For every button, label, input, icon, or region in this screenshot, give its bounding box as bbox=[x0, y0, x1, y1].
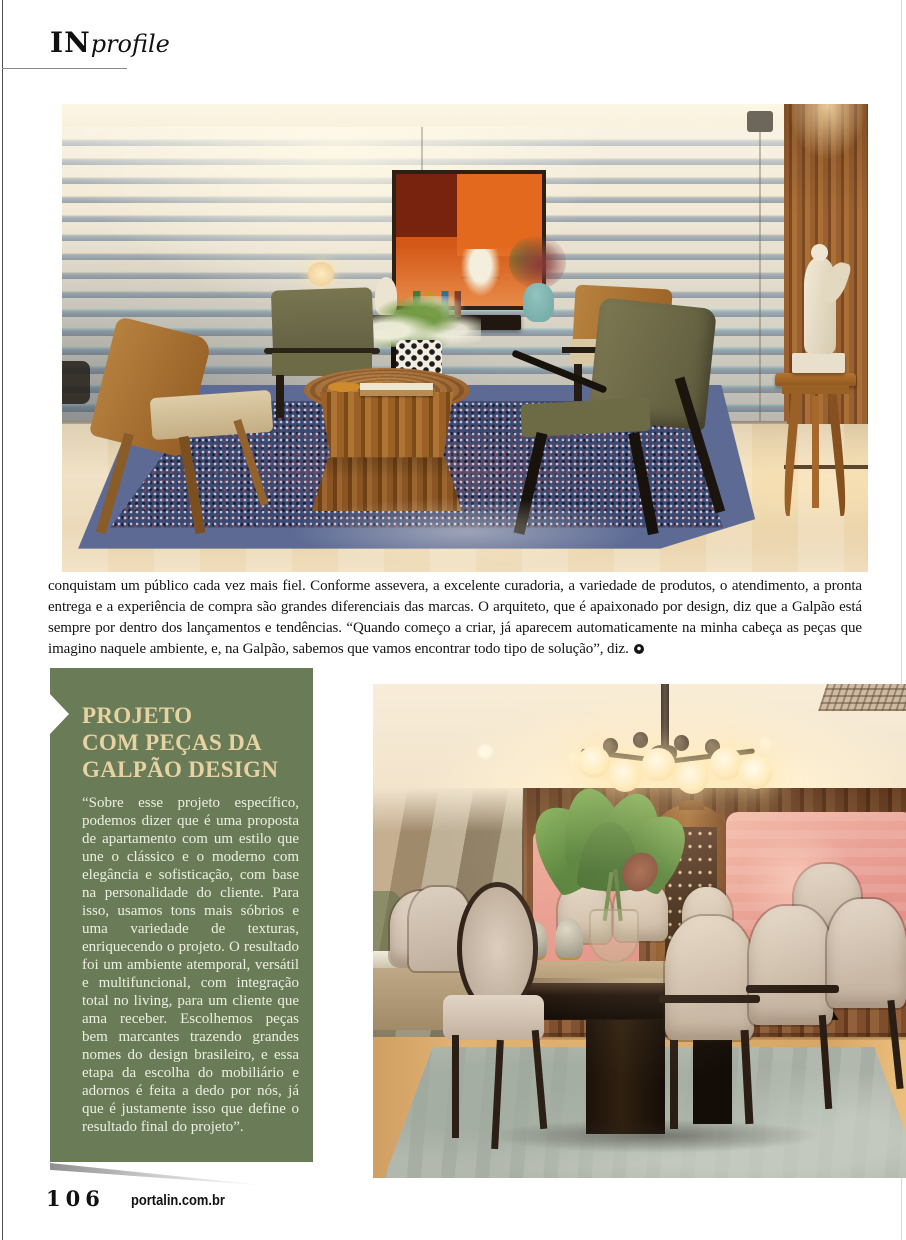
book-stack bbox=[360, 383, 433, 396]
teal-vase bbox=[523, 283, 554, 321]
article-paragraph bbox=[48, 576, 862, 660]
oval-chair-seat bbox=[443, 995, 544, 1039]
table-shadow bbox=[485, 1119, 822, 1154]
quote-box-title bbox=[50, 668, 313, 783]
mirror-ceiling-reflection bbox=[373, 788, 523, 832]
pedestal-table-leg bbox=[812, 396, 819, 508]
wood-armchair-cushion bbox=[149, 390, 273, 440]
wood-panel-light bbox=[787, 104, 868, 160]
end-of-article-mark bbox=[634, 644, 644, 654]
pedestal-table-top bbox=[775, 373, 856, 386]
burgundy-leaves bbox=[509, 235, 565, 289]
arrow-notch-icon bbox=[50, 694, 69, 734]
header-rule bbox=[2, 68, 127, 69]
ceiling-speaker bbox=[747, 111, 773, 132]
cabinet-crest bbox=[679, 800, 704, 810]
section-header bbox=[50, 26, 170, 59]
painting-dark-block bbox=[396, 174, 457, 238]
pedestal-table-apron bbox=[782, 385, 850, 393]
blind-seam bbox=[759, 127, 761, 424]
chandelier-globe bbox=[710, 747, 743, 780]
chandelier-stem bbox=[661, 684, 669, 748]
page-curl-shadow bbox=[50, 1163, 272, 1186]
chandelier-globe bbox=[609, 759, 642, 792]
sidebar-quote-box bbox=[50, 668, 313, 1162]
page-left-edge bbox=[2, 0, 3, 1240]
title-line-3: GALPÃO DESIGN bbox=[82, 757, 279, 782]
title-line-1: PROJETO bbox=[82, 703, 193, 728]
dark-object-left bbox=[62, 361, 90, 403]
dining-chair bbox=[827, 899, 906, 1008]
decor-bowl bbox=[328, 382, 360, 392]
wood-base-shadow bbox=[784, 465, 868, 469]
glass-vase bbox=[589, 909, 639, 963]
ceiling-vent bbox=[819, 684, 906, 711]
chandelier-globe bbox=[642, 748, 675, 781]
table-lamp bbox=[308, 262, 334, 285]
quote-text: “Sobre esse projeto específico, podemos dizer que é uma proposta de apartamento com um estilo que une o clássico e o moderno com elegância e sofisticação, com base na personalidade do cliente. Para isso, usamos tons mais sóbrios e uma variedade de texturas, enriquecendo o projeto. O resultado foi um ambiente atemporal, versátil e multifuncional, com integração total no living, para um cliente que ama receber. Escolhemos peças bem marcantes trazendo grandes nomes do design brasileiro, e essa etapa da escolha do mobiliário e adornos é feita a dedo por nós, já que é justamente isso que define o resultado final do projeto”. bbox=[82, 795, 299, 1135]
chandelier-sphere bbox=[674, 735, 689, 750]
white-flowers bbox=[461, 249, 500, 296]
brand-bold: IN bbox=[50, 26, 91, 59]
table-pedestal bbox=[586, 1020, 665, 1134]
chandelier-globe bbox=[676, 761, 709, 794]
chair-arm-frame bbox=[746, 985, 839, 992]
statue-base bbox=[792, 353, 845, 373]
dining-chair bbox=[665, 916, 755, 1040]
olive-armchair-back bbox=[270, 287, 373, 356]
chair-leg bbox=[670, 1040, 678, 1129]
armchair-leg bbox=[276, 375, 284, 417]
living-room-photo bbox=[62, 104, 868, 572]
front-armchair-seat bbox=[521, 398, 651, 437]
angel-statue-head bbox=[811, 244, 828, 261]
page-number: 106 bbox=[46, 1186, 105, 1211]
chair-leg bbox=[452, 1035, 459, 1139]
chandelier-globe bbox=[739, 756, 772, 789]
site-url: portalin.com.br bbox=[131, 1192, 225, 1209]
article-text: conquistam um público cada vez mais fiel. Conforme assevera, a excelente curadoria, a variedade de produtos, o atendimento, a pronta entrega e a experiência de compra são grandes diferenciais das marcas. O arquiteto, que é apaixonado por design, diz que a Galpão está sempre por dentro dos lançamentos e tendências. “Quando começo a criar, já aparecem automaticamente na minha cabeça as peças que imagino naquele ambiente, e, na Galpão, sabemos que vamos encontrar todo tipo de solução”, diz. bbox=[48, 578, 862, 657]
dining-chair bbox=[749, 906, 833, 1025]
dining-room-photo bbox=[373, 684, 906, 1178]
brand-italic: profile bbox=[90, 30, 170, 58]
title-line-2: COM PEÇAS DA bbox=[82, 730, 262, 755]
chair-arm-frame bbox=[659, 995, 760, 1003]
floor-sheen bbox=[288, 497, 643, 567]
chandelier-sphere bbox=[633, 732, 648, 747]
coffee-table-body bbox=[320, 392, 454, 460]
silver-jar bbox=[555, 918, 583, 961]
